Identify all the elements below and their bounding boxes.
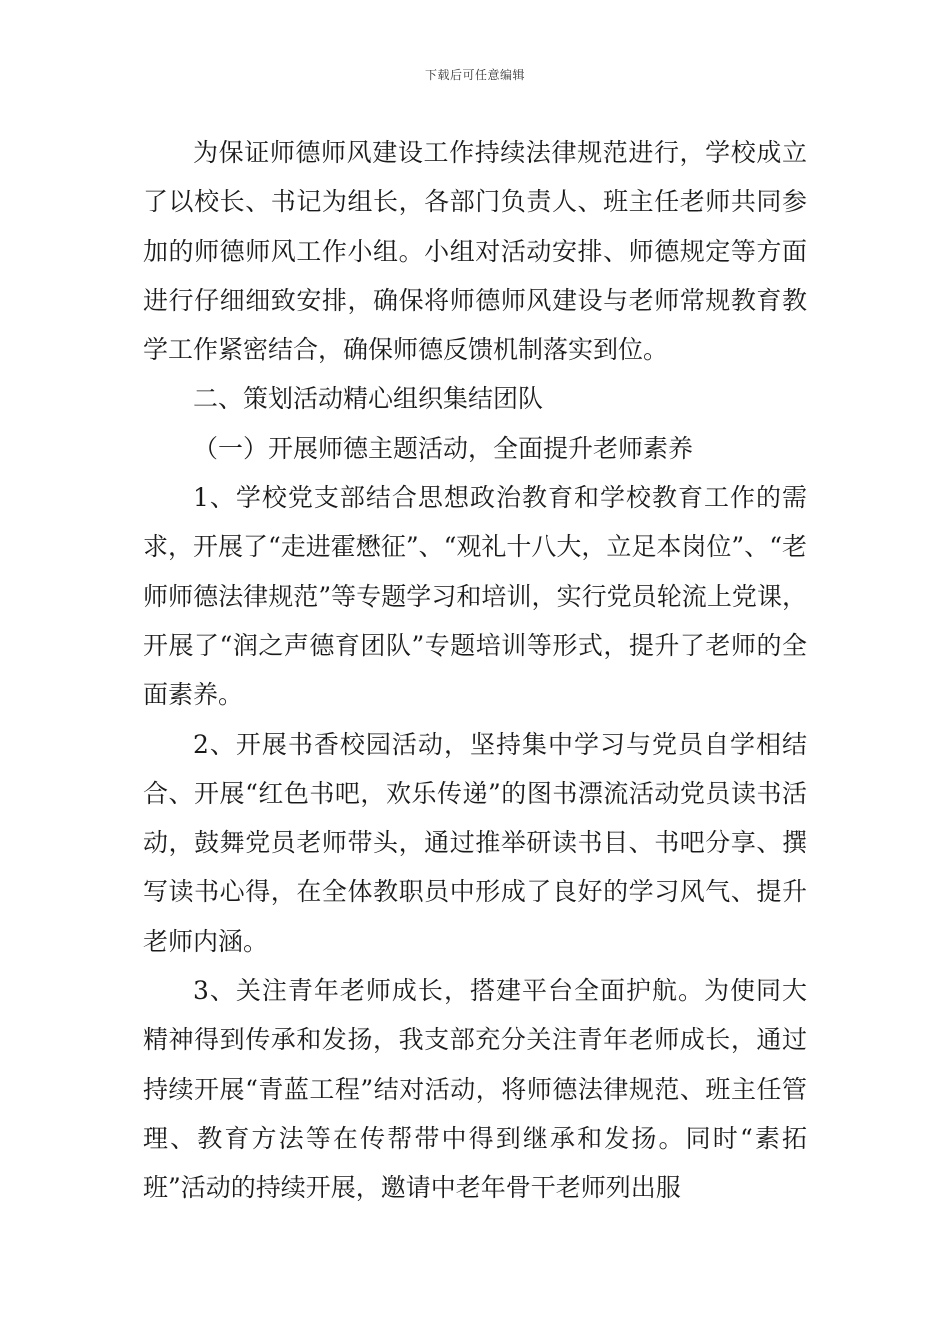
- paragraph-item-2: 2、开展书香校园活动，坚持集中学习与党员自学相结合、开展“红色书吧，欢乐传递”的图书漂流活动党员读书活动，鼓舞党员老师带头，通过推举研读书目、书吧分享、撰写读书心得，在全体教职员中形成了良好的学习风气、提升老师内涵。: [143, 729, 807, 956]
- section-heading: 二、策划活动精心组织集结团队: [193, 384, 544, 414]
- document-body: [143, 128, 807, 1213]
- subsection-heading: （一）开展师德主题活动，全面提升老师素养: [193, 433, 694, 463]
- paragraph-item-3: 3、关注青年老师成长，搭建平台全面护航。为使同大精神得到传承和发扬，我支部充分关注青年老师成长，通过持续开展“青蓝工程”结对活动，将师德法律规范、班主任管理、教育方法等在传帮带中得到继承和发扬。同时“素拓班”活动的持续开展，邀请中老年骨干老师列出服: [143, 976, 807, 1203]
- paragraph-intro: 为保证师德师风建设工作持续法律规范进行，学校成立了以校长、书记为组长，各部门负责人、班主任老师共同参加的师德师风工作小组。小组对活动安排、师德规定等方面进行仔细细致安排，确保将师德师风建设与老师常规教育教学工作紧密结合，确保师德反馈机制落实到位。: [143, 138, 807, 365]
- page-header: 下载后可任意编辑: [424, 68, 525, 82]
- paragraph-item-1: 1、学校党支部结合思想政治教育和学校教育工作的需求，开展了“走进霍懋征”、“观礼十八大，立足本岗位”、“老师师德法律规范”等专题学习和培训，实行党员轮流上党课，开展了“润之声德育团队”专题培训等形式，提升了老师的全面素养。: [143, 483, 807, 710]
